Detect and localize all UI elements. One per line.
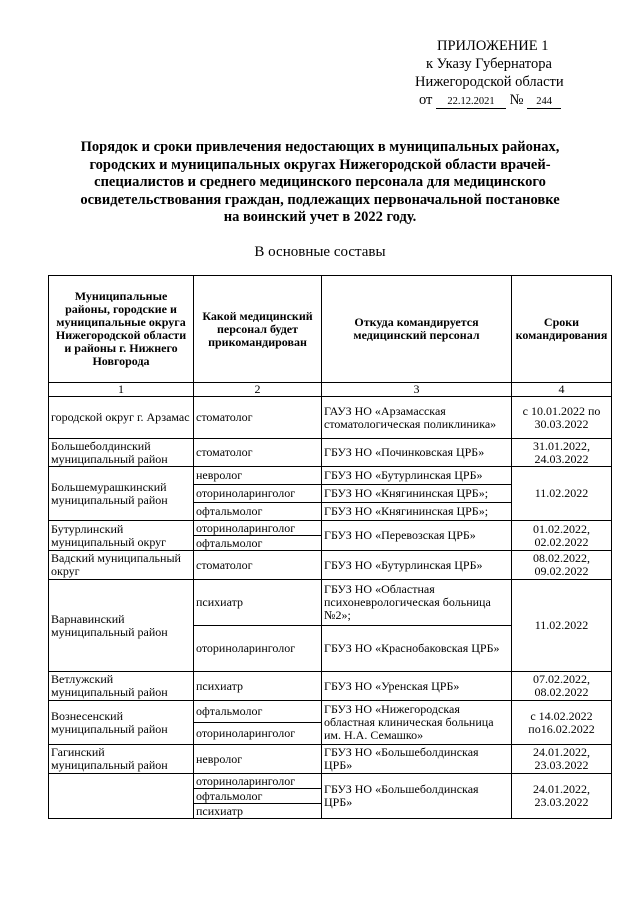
column-number-row — [49, 383, 612, 397]
date-prefix: от — [419, 92, 433, 108]
column-header: Муниципальные районы, городские и муниципальные округа Нижегородской области и районы г. Нижнего Новгорода — [49, 276, 194, 383]
source-cell: ГБУЗ НО «Перевозская ЦРБ» — [322, 521, 512, 551]
appendix-label: ПРИЛОЖЕНИЕ 1 — [437, 38, 549, 54]
source-cell: ГБУЗ НО «Княгининская ЦРБ»; — [322, 485, 512, 503]
column-number: 4 — [512, 383, 612, 397]
table-row — [49, 580, 612, 626]
staff-cell: стоматолог — [194, 439, 322, 467]
staff-cell: невролог — [194, 745, 322, 774]
decree-label: к Указу Губернатора — [426, 56, 552, 72]
table-row — [49, 774, 612, 789]
area-cell: Гагинский муниципальный район — [49, 745, 194, 774]
table-header-row — [49, 276, 612, 383]
source-cell: ГБУЗ НО «Уренская ЦРБ» — [322, 672, 512, 701]
staff-cell: офтальмолог — [194, 503, 322, 521]
staff-cell: психиатр — [194, 804, 322, 819]
source-cell: ГБУЗ НО «Нижегородская областная клиническая больница им. Н.А. Семашко» — [322, 701, 512, 745]
staff-cell: оториноларинголог — [194, 521, 322, 536]
table-row — [49, 745, 612, 774]
source-cell: ГАУЗ НО «Арзамасская стоматологическая поликлиника» — [322, 397, 512, 439]
table-row — [49, 467, 612, 485]
staff-cell: офтальмолог — [194, 536, 322, 551]
dates-cell: 11.02.2022 — [512, 580, 612, 672]
area-cell: Ветлужский муниципальный район — [49, 672, 194, 701]
document-subtitle: В основные составы — [254, 244, 386, 260]
source-cell: ГБУЗ НО «Областная психоневрологическая больница №2»; — [322, 580, 512, 626]
dates-cell: с 14.02.2022 по16.02.2022 — [512, 701, 612, 745]
assignment-table — [48, 275, 612, 819]
staff-cell: оториноларинголог — [194, 774, 322, 789]
staff-cell: невролог — [194, 467, 322, 485]
column-number: 3 — [322, 383, 512, 397]
dates-cell: 24.01.2022, 23.03.2022 — [512, 774, 612, 819]
area-cell: Варнавинский муниципальный район — [49, 580, 194, 672]
column-header: Откуда командируется медицинский персонал — [322, 276, 512, 383]
column-header: Какой медицинский персонал будет прикомандирован — [194, 276, 322, 383]
area-cell: Бутурлинский муниципальный округ — [49, 521, 194, 551]
area-cell: Вадский муниципальный округ — [49, 551, 194, 580]
number-sign: № — [509, 92, 524, 108]
staff-cell: стоматолог — [194, 551, 322, 580]
staff-cell: психиатр — [194, 580, 322, 626]
table-row — [49, 701, 612, 723]
date-line — [419, 91, 561, 109]
source-cell: ГБУЗ НО «Бутурлинская ЦРБ» — [322, 551, 512, 580]
dates-cell: 11.02.2022 — [512, 467, 612, 521]
date-value: 22.12.2021 — [436, 96, 506, 109]
number-value: 244 — [527, 96, 561, 109]
source-cell: ГБУЗ НО «Краснобаковская ЦРБ» — [322, 626, 512, 672]
staff-cell: офтальмолог — [194, 701, 322, 723]
area-cell: Вознесенский муниципальный район — [49, 701, 194, 745]
dates-cell: 24.01.2022, 23.03.2022 — [512, 745, 612, 774]
region-label: Нижегородской области — [415, 74, 564, 90]
document-title: Порядок и сроки привлечения недостающих в муниципальных районах, городских и муниципальных округах Нижегородской области врачей-специалистов и среднего медицинского персонала для медицинского освидетельствования граждан, подлежащих первоначальной постановке на воинский учет в 2022 году. — [80, 139, 560, 225]
dates-cell: 07.02.2022, 08.02.2022 — [512, 672, 612, 701]
staff-cell: оториноларинголог — [194, 485, 322, 503]
area-cell: городской округ г. Арзамас — [49, 397, 194, 439]
dates-cell: 08.02.2022, 09.02.2022 — [512, 551, 612, 580]
table-row — [49, 672, 612, 701]
source-cell: ГБУЗ НО «Княгининская ЦРБ»; — [322, 503, 512, 521]
source-cell: ГБУЗ НО «Починковская ЦРБ» — [322, 439, 512, 467]
area-cell — [49, 774, 194, 819]
table-row — [49, 397, 612, 439]
source-cell: ГБУЗ НО «Большеболдинская ЦРБ» — [322, 774, 512, 819]
source-cell: ГБУЗ НО «Большеболдинская ЦРБ» — [322, 745, 512, 774]
area-cell: Большеболдинский муниципальный район — [49, 439, 194, 467]
staff-cell: психиатр — [194, 672, 322, 701]
staff-cell: оториноларинголог — [194, 626, 322, 672]
dates-cell: 31.01.2022, 24.03.2022 — [512, 439, 612, 467]
table-row — [49, 551, 612, 580]
source-cell: ГБУЗ НО «Бутурлинская ЦРБ» — [322, 467, 512, 485]
column-header: Сроки командирования — [512, 276, 612, 383]
staff-cell: офтальмолог — [194, 789, 322, 804]
table-row — [49, 521, 612, 536]
area-cell: Большемурашкинский муниципальный район — [49, 467, 194, 521]
column-number: 2 — [194, 383, 322, 397]
staff-cell: оториноларинголог — [194, 723, 322, 745]
table-row — [49, 439, 612, 467]
dates-cell: с 10.01.2022 по 30.03.2022 — [512, 397, 612, 439]
dates-cell: 01.02.2022, 02.02.2022 — [512, 521, 612, 551]
column-number: 1 — [49, 383, 194, 397]
staff-cell: стоматолог — [194, 397, 322, 439]
